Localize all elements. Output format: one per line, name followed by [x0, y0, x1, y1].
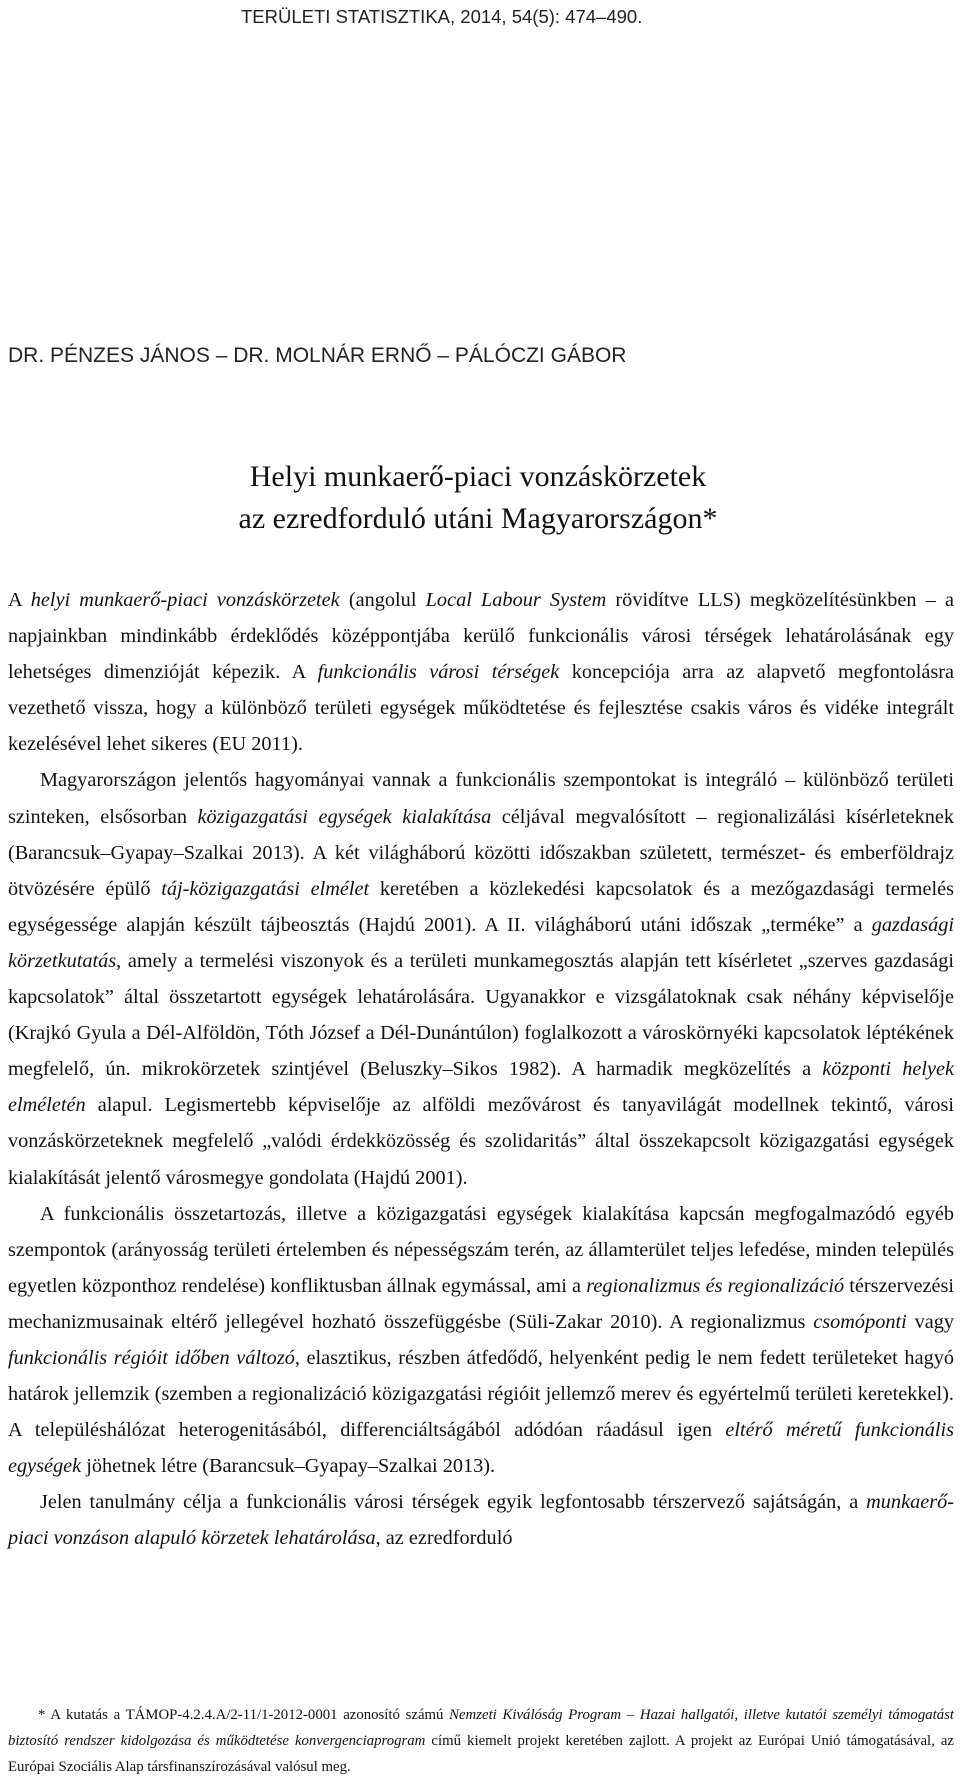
italic-term: funkcionális régióit időben változó — [8, 1346, 295, 1369]
footnote — [8, 1702, 954, 1780]
text-run: A kutatás a TÁMOP-4.2.4.A/2-11/1-2012-0001 azonosító számú — [50, 1707, 450, 1723]
italic-term: eltérő méretű funkcionális egységek — [8, 1419, 954, 1478]
italic-term: gazdasági körzetkutatás — [8, 913, 954, 972]
italic-term: csomóponti — [813, 1310, 907, 1333]
article-body — [8, 582, 954, 1557]
italic-term: funkcionális városi térségek — [317, 661, 560, 684]
title-line-2: az ezredforduló utáni Magyarországon* — [238, 502, 718, 535]
footnote-marker: * — [38, 1707, 46, 1723]
text-run: , elasztikus, részben átfedődő, helyenként pedig le nem fedett területeket hagyó határok jellemzik (szemben a regionalizáció közigazgatási régióit jellemző merev és egyértelmű területi keretekkel). A településhálózat heterogenitásából, differenciáltságából adódóan ráadásul igen — [8, 1346, 954, 1442]
italic-term: közigazgatási egységek kialakítása — [197, 805, 492, 828]
italic-term: Nemzeti Kiválóság Program – Hazai hallgatói, illetve kutatói személyi támogatást biztosító rendszer kidolgozása és működtetése konvergenciaprogram — [8, 1707, 954, 1749]
body-paragraph — [8, 1484, 954, 1556]
italic-term: táj-közigazgatási elmélet — [161, 877, 370, 900]
text-run: jöhetnek létre (Barancsuk–Gyapay–Szalkai 2013). — [81, 1455, 496, 1478]
text-run: , az ezredforduló — [375, 1527, 513, 1550]
text-run: vagy — [906, 1310, 955, 1333]
journal-citation: TERÜLETI STATISZTIKA, 2014, 54(5): 474–490. — [241, 6, 643, 27]
footnote-text — [8, 1702, 954, 1780]
text-run: Magyarországon jelentős hagyományai vannak a funkcionális szempontokat is integráló – különböző területi szinteken, elsősorban — [8, 769, 954, 828]
italic-term: helyi munkaerő-piaci vonzáskörzetek — [30, 589, 340, 611]
author-list: DR. PÉNZES JÁNOS – DR. MOLNÁR ERNŐ – PÁLÓCZI GÁBOR — [8, 344, 627, 367]
text-run: (angolul — [339, 589, 426, 611]
title-line-1: Helyi munkaerő-piaci vonzáskörzetek — [249, 460, 707, 493]
text-run: koncepciója arra az alapvető megfontolásra vezethető vissza, hogy a különböző területi egységek működtetése és fejlesztése csakis város és vidéke integrált kezelésével lehet sikeres (EU 2011). — [8, 661, 954, 756]
italic-term: munkaerő-piaci vonzáson alapuló körzetek lehatárolása — [8, 1491, 954, 1550]
italic-term: regionalizmus és regionalizáció — [586, 1274, 845, 1297]
text-run: Jelen tanulmány célja a funkcionális városi térségek egyik legfontosabb térszervező sajátságán, a — [40, 1491, 867, 1514]
text-run: céljával megvalósított – regionalizálási kísérleteknek (Barancsuk–Gyapay–Szalkai 2013). A két világháború közötti időszakban született, természet- és emberföldrajz ötvözésére épülő — [8, 805, 955, 900]
text-run: rövidítve LLS) megközelítésünkben – a napjainkban mindinkább érdeklődés középpontjába kerülő funkcionális városi térségek lehatárolásának egy lehetséges dimenzióját képezik. A — [8, 589, 955, 684]
article-title — [8, 456, 948, 540]
text-run: , amely a termelési viszonyok és a területi munkamegosztás alapján tett kísérletet „szerves gazdasági kapcsolatok” által összetartott egységek lehatárolására. Ugyanakkor e vizsgálatoknak csak néhány képviselője (Krajkó Gyula a Dél-Alföldön, Tóth József a Dél-Dunántúlon) foglalkozott a városkörnyéki kapcsolatok léptékének megfelelő, ún. mikrokörzetek szintjével (Beluszky–Sikos 1982). A harmadik megközelítés a — [8, 949, 954, 1081]
body-paragraph — [8, 762, 954, 1195]
text-run: keretében a közlekedési kapcsolatok és a mezőgazdasági termelés egységessége alapján készült tájbeosztás (Hajdú 2001). A II. világháború utáni időszak „terméke” a — [8, 877, 954, 936]
text-run: című kiemelt projekt keretében zajlott. A projekt az Európai Unió támogatásával, az Európai Szociális Alap társfinanszírozásával valósul meg. — [8, 1733, 955, 1775]
text-run: A — [8, 589, 31, 611]
text-run: A funkcionális összetartozás, illetve a közigazgatási egységek kialakítása kapcsán megfogalmazódó egyéb szempontok (arányosság területi értelemben és népességszám terén, az államterület teljes lefedése, minden település egyetlen központhoz rendelése) konfliktusban állnak egymással, ami a — [8, 1202, 954, 1297]
body-paragraph — [8, 582, 954, 762]
body-paragraph — [8, 1196, 954, 1485]
text-run: térszervezési mechanizmusainak eltérő jellegével hozható összefüggésbe (Süli-Zakar 2010). A regionalizmus — [8, 1274, 954, 1333]
text-run: alapul. Legismertebb képviselője az alföldi mezővárost és tanyavilágát modellnek tekintő, városi vonzáskörzeteknek megfelelő „valódi érdekközösség és szolidaritás” által összekapcsolt közigazgatási egységek kialakítását jelentő városmegye gondolata (Hajdú 2001). — [8, 1094, 954, 1189]
italic-term: Local Labour System — [425, 589, 607, 611]
italic-term: központi helyek elméletén — [8, 1058, 954, 1117]
